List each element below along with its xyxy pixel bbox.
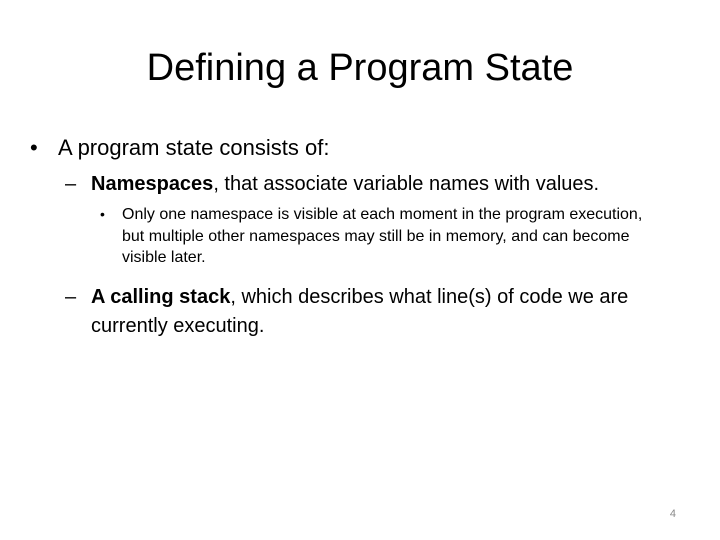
- bullet-marker: •: [30, 135, 38, 160]
- dash-marker: –: [65, 173, 77, 195]
- bullet-program-state: [30, 133, 690, 163]
- page-number: 4: [669, 508, 676, 520]
- sub-bullet-text: [91, 283, 685, 341]
- bullet-text: A program state consists of:: [58, 135, 330, 160]
- sub-bullet-text: [91, 170, 685, 199]
- term-calling-stack: A calling stack: [91, 286, 231, 308]
- sub-bullet-calling-stack: [65, 283, 685, 341]
- slide-title: Defining a Program State: [146, 47, 574, 89]
- calling-stack-description: , which describes what line(s) of code we are currently executing.: [91, 286, 629, 337]
- bullet-marker: •: [100, 206, 105, 222]
- sub-sub-bullet-text: Only one namespace is visible at each moment in the program execution, but multiple other namespaces may still be in memory, and can become visible later.: [122, 206, 643, 266]
- sub-bullet-namespaces: [65, 170, 685, 199]
- namespaces-description: , that associate variable names with values.: [213, 173, 600, 195]
- sub-sub-bullet-visibility: [100, 204, 660, 269]
- dash-marker: –: [65, 286, 77, 308]
- term-namespaces: Namespaces: [91, 173, 214, 195]
